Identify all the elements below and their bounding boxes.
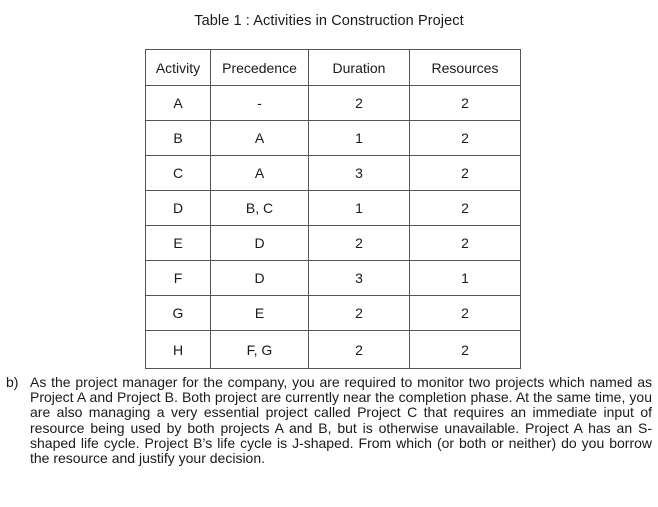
activity-cell: E: [146, 226, 211, 261]
question-b: [6, 375, 652, 466]
header-precedence: Precedence: [211, 50, 309, 86]
duration-cell: 2: [309, 226, 410, 261]
table-row: [146, 156, 521, 191]
precedence-cell: D: [211, 261, 309, 296]
activity-cell: H: [146, 331, 211, 369]
resources-cell: 2: [410, 226, 521, 261]
header-duration: Duration: [309, 50, 410, 86]
precedence-cell: A: [211, 156, 309, 191]
resources-cell: 2: [410, 86, 521, 121]
resources-cell: 2: [410, 296, 521, 331]
activity-cell: D: [146, 191, 211, 226]
resources-cell: 2: [410, 331, 521, 369]
duration-cell: 2: [309, 86, 410, 121]
precedence-cell: B, C: [211, 191, 309, 226]
table-header-row: [146, 50, 521, 86]
header-resources: Resources: [410, 50, 521, 86]
table-row: [146, 191, 521, 226]
activity-cell: C: [146, 156, 211, 191]
activity-cell: A: [146, 86, 211, 121]
duration-cell: 3: [309, 261, 410, 296]
precedence-cell: A: [211, 121, 309, 156]
table-row: [146, 226, 521, 261]
table-row: [146, 86, 521, 121]
precedence-cell: D: [211, 226, 309, 261]
question-text: As the project manager for the company, you are required to monitor two projects which named as Project A and Project B. Both project are currently near the completion phase. At the same time, you are also managing a very essential project called Project C that requires an immediate input of resource being used by both projects A and B, but is otherwise unavailable. Project A has an S-shaped life cycle. Project B’s life cycle is J-shaped. From which (or both or neither) do you borrow the resource and justify your decision.: [30, 374, 652, 467]
question-label: b): [6, 374, 19, 390]
table-caption: Table 1 : Activities in Construction Project: [194, 13, 464, 29]
table-row: [146, 261, 521, 296]
activity-cell: G: [146, 296, 211, 331]
precedence-cell: -: [211, 86, 309, 121]
activity-cell: F: [146, 261, 211, 296]
table-row: [146, 296, 521, 331]
header-activity: Activity: [146, 50, 211, 86]
resources-cell: 2: [410, 191, 521, 226]
resources-cell: 2: [410, 156, 521, 191]
precedence-cell: F, G: [211, 331, 309, 369]
duration-cell: 3: [309, 156, 410, 191]
resources-cell: 1: [410, 261, 521, 296]
activity-cell: B: [146, 121, 211, 156]
activities-table: [145, 49, 521, 369]
duration-cell: 2: [309, 331, 410, 369]
table-row: [146, 331, 521, 369]
resources-cell: 2: [410, 121, 521, 156]
duration-cell: 1: [309, 121, 410, 156]
duration-cell: 1: [309, 191, 410, 226]
table-row: [146, 121, 521, 156]
duration-cell: 2: [309, 296, 410, 331]
precedence-cell: E: [211, 296, 309, 331]
